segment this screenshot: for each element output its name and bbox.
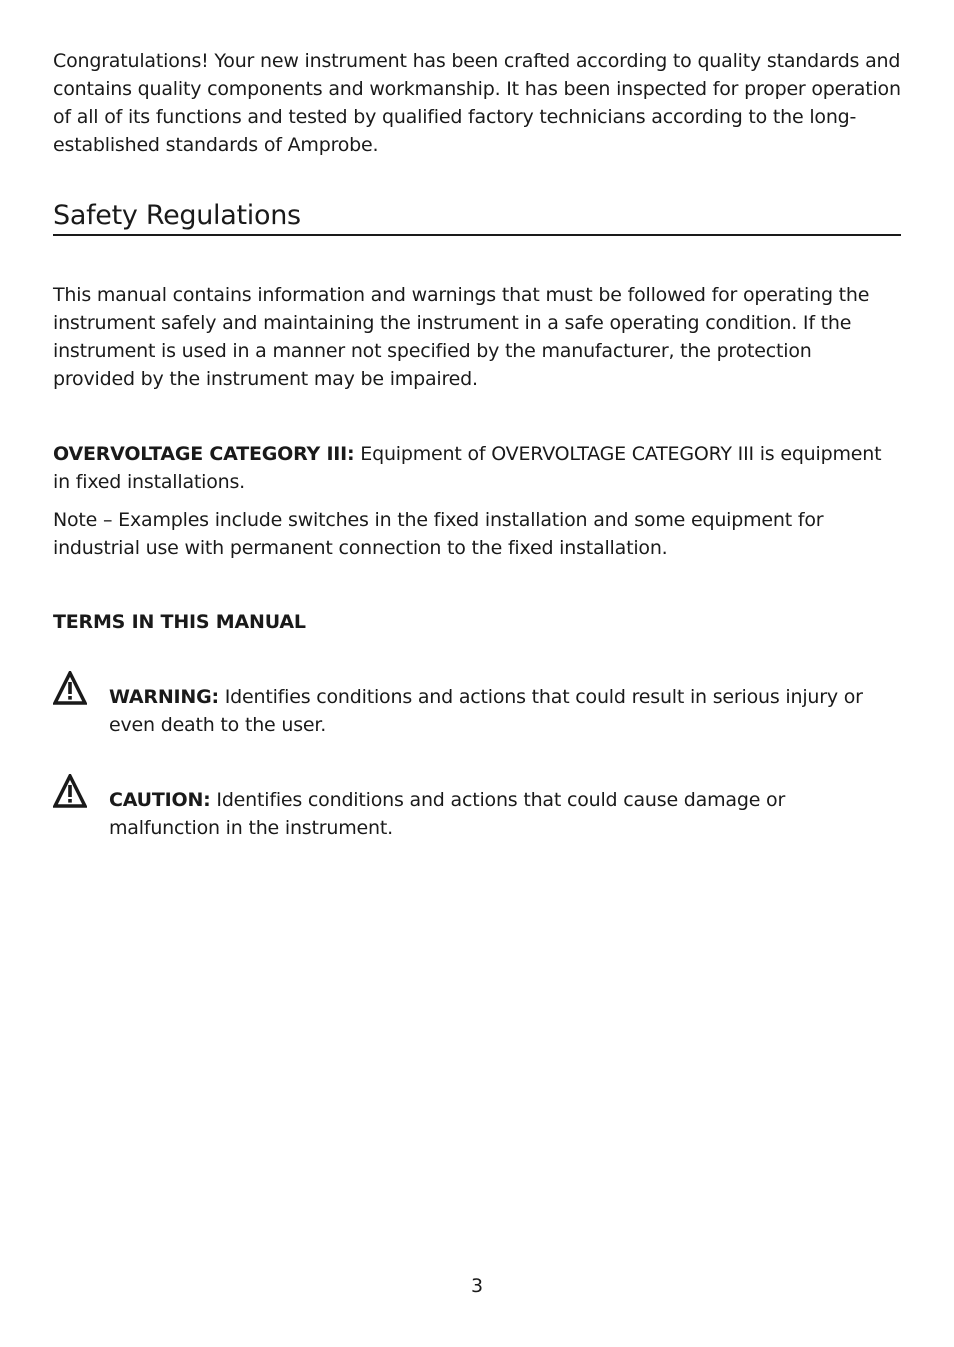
overvoltage-note-text: Note – Examples include switches in the fixed installation and some equipment for industrial use with permanent connection to the fixed installation.: [53, 509, 824, 559]
overvoltage-note: [53, 506, 883, 562]
warning-label: WARNING:: [109, 686, 219, 708]
warning-text: Identifies conditions and actions that could result in serious injury or even death to the user.: [109, 686, 863, 736]
intro-paragraph: [53, 47, 903, 159]
safety-paragraph: [53, 281, 883, 393]
intro-text: Congratulations! Your new instrument has been crafted according to quality standards and contains quality components and workmanship. It has been inspected for proper operation of all of its functions and tested by qualified factory technicians according to the long-established standards of Amprobe.: [53, 50, 901, 156]
warning-triangle-icon: [53, 774, 87, 810]
safety-text: This manual contains information and warnings that must be followed for operating the instrument safely and maintaining the instrument in a safe operating condition. If the instrument is used in a manner not specified by the manufacturer, the protection provided by the instrument may be impaired.: [53, 284, 870, 390]
caution-label: CAUTION:: [109, 789, 211, 811]
warning-triangle-icon: [53, 671, 87, 707]
caution-text: Identifies conditions and actions that could cause damage or malfunction in the instrument.: [109, 789, 786, 839]
terms-heading: TERMS IN THIS MANUAL: [53, 611, 306, 633]
caution-text-block: [109, 786, 884, 842]
overvoltage-paragraph: [53, 440, 903, 496]
section-heading: Safety Regulations: [53, 199, 901, 236]
warning-text-block: [109, 683, 884, 739]
overvoltage-label: OVERVOLTAGE CATEGORY III:: [53, 443, 355, 465]
overvoltage-text: Equipment of OVERVOLTAGE CATEGORY III is equipment in fixed installations.: [53, 443, 882, 493]
page-number: 3: [470, 1275, 484, 1297]
